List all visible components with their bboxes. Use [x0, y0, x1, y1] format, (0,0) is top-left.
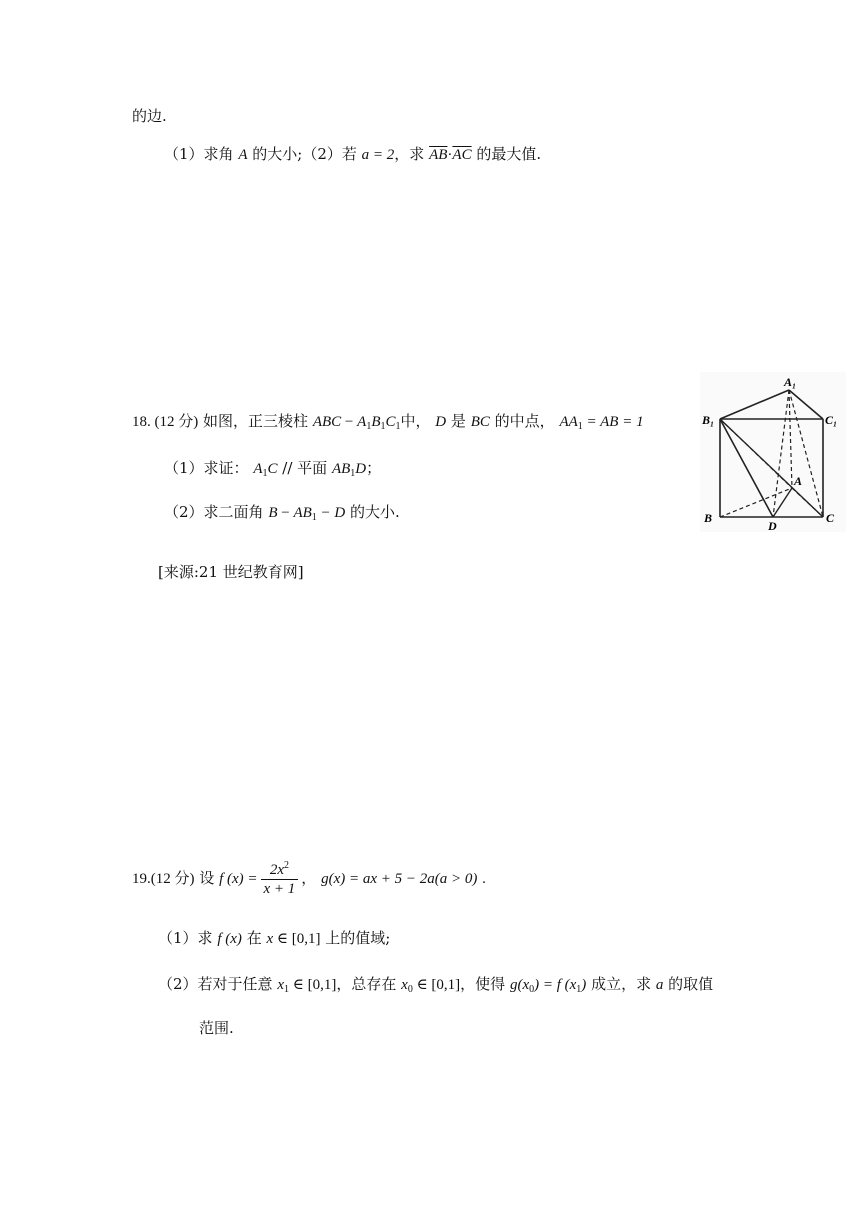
f-of-x: f (x) — [217, 931, 242, 947]
source-note — [158, 562, 304, 582]
text: （1）求证： — [164, 459, 249, 477]
subscript: 0 — [529, 984, 535, 995]
problem-number: 19.(12 分) — [132, 871, 195, 887]
g-of-x0: g(x — [509, 977, 530, 993]
var-D: − D — [316, 505, 346, 521]
subscript: 1 — [350, 468, 356, 479]
var-C: C — [385, 414, 396, 430]
eq-a-2: a = 2 — [361, 147, 395, 163]
g-definition: g(x) = ax + 5 − 2a(a > 0) — [321, 871, 478, 887]
subscript: 1 — [395, 421, 401, 432]
subscript: 0 — [407, 984, 413, 995]
var-AB: AB — [293, 505, 312, 521]
text: 的中点， — [494, 412, 555, 430]
fraction — [261, 861, 299, 898]
text: 的大小. — [350, 503, 400, 521]
problem18-stem — [132, 411, 644, 432]
label-B: B — [704, 511, 713, 525]
var-AB: AB — [331, 461, 351, 477]
problem17-question — [164, 144, 541, 165]
label-B1: B₁ — [702, 413, 715, 427]
var-D: D — [435, 414, 447, 430]
text: // 平面 — [277, 459, 332, 477]
text: 设 — [199, 869, 215, 887]
var-B: B — [268, 505, 278, 521]
text: （1）求角 — [164, 145, 234, 163]
text: ， — [301, 869, 317, 887]
var-D: D — [355, 461, 367, 477]
superscript: 2 — [283, 859, 289, 871]
var-x1: x — [277, 977, 284, 993]
text: ； — [366, 459, 382, 477]
text: 在 — [246, 929, 262, 947]
fraction-denominator: x + 1 — [263, 880, 296, 897]
text: （2）求二面角 — [164, 503, 264, 521]
text: 是 — [450, 412, 466, 430]
text: [来源:21 世纪教育网] — [158, 563, 304, 581]
label-C: C — [826, 511, 835, 525]
var-ABC: ABC — [312, 414, 342, 430]
label-D: D — [768, 519, 777, 532]
minus: − — [341, 414, 358, 430]
subscript: 1 — [262, 468, 268, 479]
minus: − — [277, 505, 294, 521]
text: 成立，求 — [591, 975, 652, 993]
label-A1: A₁ — [784, 375, 797, 389]
problem18-q1 — [164, 458, 381, 479]
vector-AC: $\overline{AC}$ — [452, 147, 472, 163]
text: 的取值 — [668, 975, 714, 993]
fraction-numerator — [261, 861, 299, 880]
subscript: 1 — [284, 984, 289, 995]
text: 的最大值. — [476, 145, 542, 163]
var-A: A — [238, 147, 248, 163]
paren: ) — [581, 977, 587, 993]
problem19-stem — [132, 856, 486, 901]
f-of-x1: ) = f (x — [534, 977, 577, 993]
text: 范围. — [199, 1019, 234, 1037]
interval: ∈ [0,1] — [412, 977, 461, 993]
problem19-q2-cont — [199, 1018, 234, 1038]
subscript: 1 — [366, 421, 372, 432]
problem-number: 18. (12 分) — [132, 414, 199, 430]
label-C1: C₁ — [825, 413, 838, 427]
interval: ∈ [0,1] — [289, 977, 337, 993]
var-BC: BC — [470, 414, 490, 430]
var-x: x — [266, 931, 274, 947]
subscript: 1 — [311, 512, 317, 523]
text: ，使得 — [460, 975, 506, 993]
text: 2x — [269, 861, 284, 878]
text: 上的值域; — [325, 929, 391, 947]
var-x0: x — [401, 977, 408, 993]
eq-rest: = AB = 1 — [582, 414, 644, 430]
text: （2）若对于任意 — [158, 975, 273, 993]
var-A: A — [253, 461, 263, 477]
subscript: 1 — [577, 421, 583, 432]
text: 如图，正三棱柱 — [203, 412, 309, 430]
problem19-q2 — [158, 974, 713, 995]
var-C: C — [267, 461, 278, 477]
problem18-q2 — [164, 502, 400, 523]
text: 的大小;（2）若 — [252, 145, 357, 163]
vector-AB: $\overline{AB}$ — [429, 147, 448, 163]
var-B: B — [371, 414, 381, 430]
dot: · — [447, 147, 453, 163]
var-AA: AA — [559, 414, 578, 430]
text: 中， — [400, 412, 431, 430]
text: 的边. — [132, 107, 167, 125]
text: ，求 — [394, 145, 425, 163]
interval: ∈ [0,1] — [273, 931, 321, 947]
var-A: A — [357, 414, 367, 430]
subscript: 1 — [576, 984, 582, 995]
text: （1）求 — [158, 929, 213, 947]
f-lhs: f (x) = — [219, 871, 258, 887]
var-a: a — [655, 977, 664, 993]
problem17-intro-tail — [132, 106, 167, 126]
problem19-q1 — [158, 928, 390, 949]
subscript: 1 — [380, 421, 386, 432]
text: . — [482, 871, 486, 887]
prism-figure — [700, 372, 846, 532]
text: ，总存在 — [336, 975, 397, 993]
label-A: A — [794, 474, 803, 488]
